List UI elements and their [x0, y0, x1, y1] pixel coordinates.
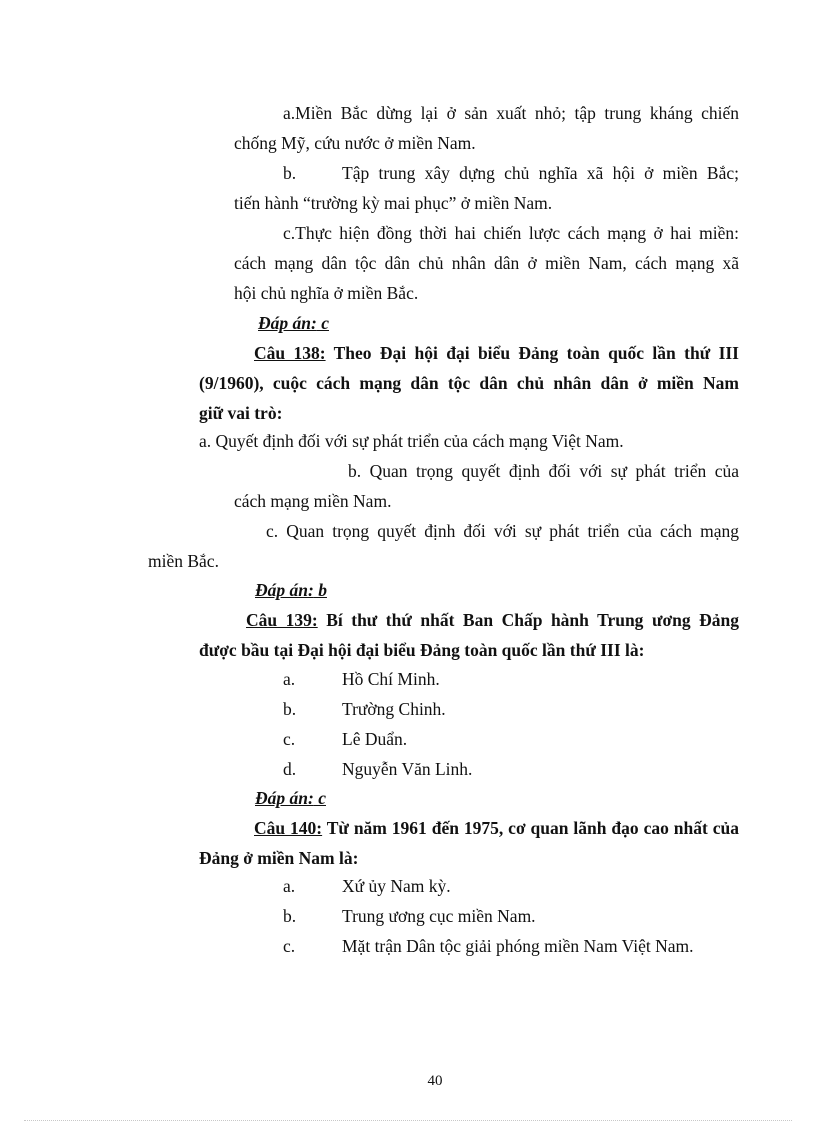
q140-option-b-mark: b. [283, 906, 297, 926]
q140-line2: Đảng ở miền Nam là: [199, 848, 359, 868]
prev-option-b-mark: b. [283, 163, 297, 183]
q139-text1: Bí thư thứ nhất Ban Chấp hành Trung ương Đảng [317, 610, 739, 630]
prev-option-c-line1: c.Thực hiện đồng thời hai chiến lược cách mạng ở hai miền: [283, 223, 739, 243]
q140-line1 [254, 816, 739, 840]
prev-option-a-line2: chống Mỹ, cứu nước ở miền Nam. [234, 133, 476, 153]
q139-option-b-mark: b. [283, 699, 297, 719]
q138-label: Câu 138: [254, 343, 326, 363]
q139-option-d-text: Nguyễn Văn Linh. [342, 759, 473, 779]
page-bottom-border [24, 1120, 792, 1121]
answer-label: Đáp án: [258, 313, 317, 333]
prev-option-c-line2: cách mạng dân tộc dân chủ nhân dân ở miền Nam, cách mạng xã [234, 253, 739, 273]
prev-option-a-line1: a.Miền Bắc dừng lại ở sản xuất nhỏ; tập trung kháng chiến [283, 103, 739, 123]
q138-option-a: a. Quyết định đối với sự phát triển của cách mạng Việt Nam. [199, 431, 624, 451]
prev-answer [258, 311, 329, 335]
q138-line1 [254, 341, 739, 365]
q139-option-d-mark: d. [283, 759, 297, 779]
q140-option-a-mark: a. [283, 876, 296, 896]
q139-answer [255, 786, 326, 810]
answer-value: c [316, 313, 329, 333]
q139-option-a-text: Hồ Chí Minh. [342, 669, 440, 689]
answer-label: Đáp án: [255, 788, 314, 808]
prev-option-b-line2: tiến hành “trường kỳ mai phục” ở miền Nam. [234, 193, 553, 213]
q139-line1 [246, 608, 739, 632]
q138-option-b-line1: b. Quan trọng quyết định đối với sự phát triển của [348, 461, 739, 481]
q140-label: Câu 140: [254, 818, 323, 838]
q138-option-c-line2: miền Bắc. [148, 551, 219, 571]
q139-option-b-text: Trường Chinh. [342, 699, 446, 719]
q138-line3: giữ vai trò: [199, 403, 283, 423]
q138-text1: Theo Đại hội đại biểu Đảng toàn quốc lần thứ III [325, 343, 739, 363]
q139-option-c-text: Lê Duẩn. [342, 729, 408, 749]
q139-line2: được bầu tại Đại hội đại biểu Đảng toàn quốc lần thứ III là: [199, 640, 645, 660]
answer-label: Đáp án: [255, 580, 314, 600]
prev-option-c-line3: hội chủ nghĩa ở miền Bắc. [234, 283, 419, 303]
q138-option-c-line1: c. Quan trọng quyết định đối với sự phát triển của cách mạng [266, 521, 739, 541]
prev-option-b-line1: Tập trung xây dựng chủ nghĩa xã hội ở miền Bắc; [342, 163, 739, 183]
q140-option-c-text: Mặt trận Dân tộc giải phóng miền Nam Việt Nam. [342, 936, 694, 956]
page-number: 40 [427, 1073, 443, 1089]
q139-option-c-mark: c. [283, 729, 296, 749]
q138-option-b-line2: cách mạng miền Nam. [234, 491, 392, 511]
q138-answer [255, 578, 327, 602]
q138-line2: (9/1960), cuộc cách mạng dân tộc dân chủ nhân dân ở miền Nam [199, 373, 739, 393]
q140-option-c-mark: c. [283, 936, 296, 956]
answer-value: c [313, 788, 326, 808]
q140-option-a-text: Xứ ủy Nam kỳ. [342, 876, 451, 896]
q140-text1: Từ năm 1961 đến 1975, cơ quan lãnh đạo cao nhất của [322, 818, 739, 838]
answer-value: b [313, 580, 327, 600]
q139-label: Câu 139: [246, 610, 318, 630]
q139-option-a-mark: a. [283, 669, 296, 689]
q140-option-b-text: Trung ương cục miền Nam. [342, 906, 536, 926]
